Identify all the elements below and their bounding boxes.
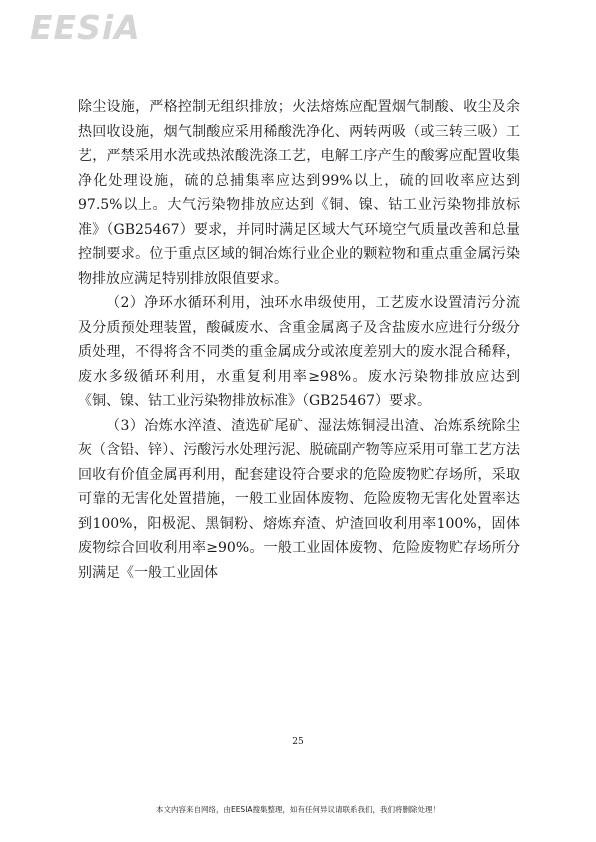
page-body [78,95,520,585]
paragraph-continued: 除尘设施，严格控制无组织排放；火法熔炼应配置烟气制酸、收尘及余热回收设施，烟气制酸应采用稀酸洗净化、两转两吸（或三转三吸）工艺，严禁采用水洗或热浓酸洗涤工艺，电解工序产生的酸雾应配置收集净化处理设施，硫的总捕集率应达到99%以上，硫的回收率应达到97.5%以上。大气污染物排放应达到《铜、镍、钴工业污染物排放标准》（GB25467）要求，并同时满足区域大气环境空气质量改善和总量控制要求。位于重点区域的铜冶炼行业企业的颗粒物和重点重金属污染物排放应满足特别排放限值要求。 [78,99,520,287]
eesia-logo: EESiA [30,8,141,47]
page-number: 25 [292,737,304,747]
paragraph-item-3: （3）冶炼水淬渣、渣选矿尾矿、湿法炼铜浸出渣、冶炼系统除尘灰（含铅、锌）、污酸污水处理污泥、脱硫副产物等应采用可靠工艺方法回收有价值金属再利用，配套建设符合要求的危险废物贮存场所，采取可靠的无害化处置措施，一般工业固体废物、危险废物无害化处置率达到100%，阳极泥、黑铜粉、熔炼弃渣、炉渣回收利用率100%，固体废物综合回收利用率≥90%。一般工业固体废物、危险废物贮存场所分别满足《一般工业固体 [78,417,520,581]
paragraph-item-2: （2）净环水循环利用，浊环水串级使用，工艺废水设置清污分流及分质预处理装置，酸碱废水、含重金属离子及含盐废水应进行分级分质处理，不得将含不同类的重金属成分或浓度差别大的废水混合稀释，废水多级循环利用，水重复利用率≥98%。废水污染物排放应达到《铜、镍、钴工业污染物排放标准》（GB25467）要求。 [78,295,520,409]
footer-notice: 本文内容来自网络，由EESIA搜集整理，如有任何异议请联系我们，我们将删除处理！ [155,805,441,814]
